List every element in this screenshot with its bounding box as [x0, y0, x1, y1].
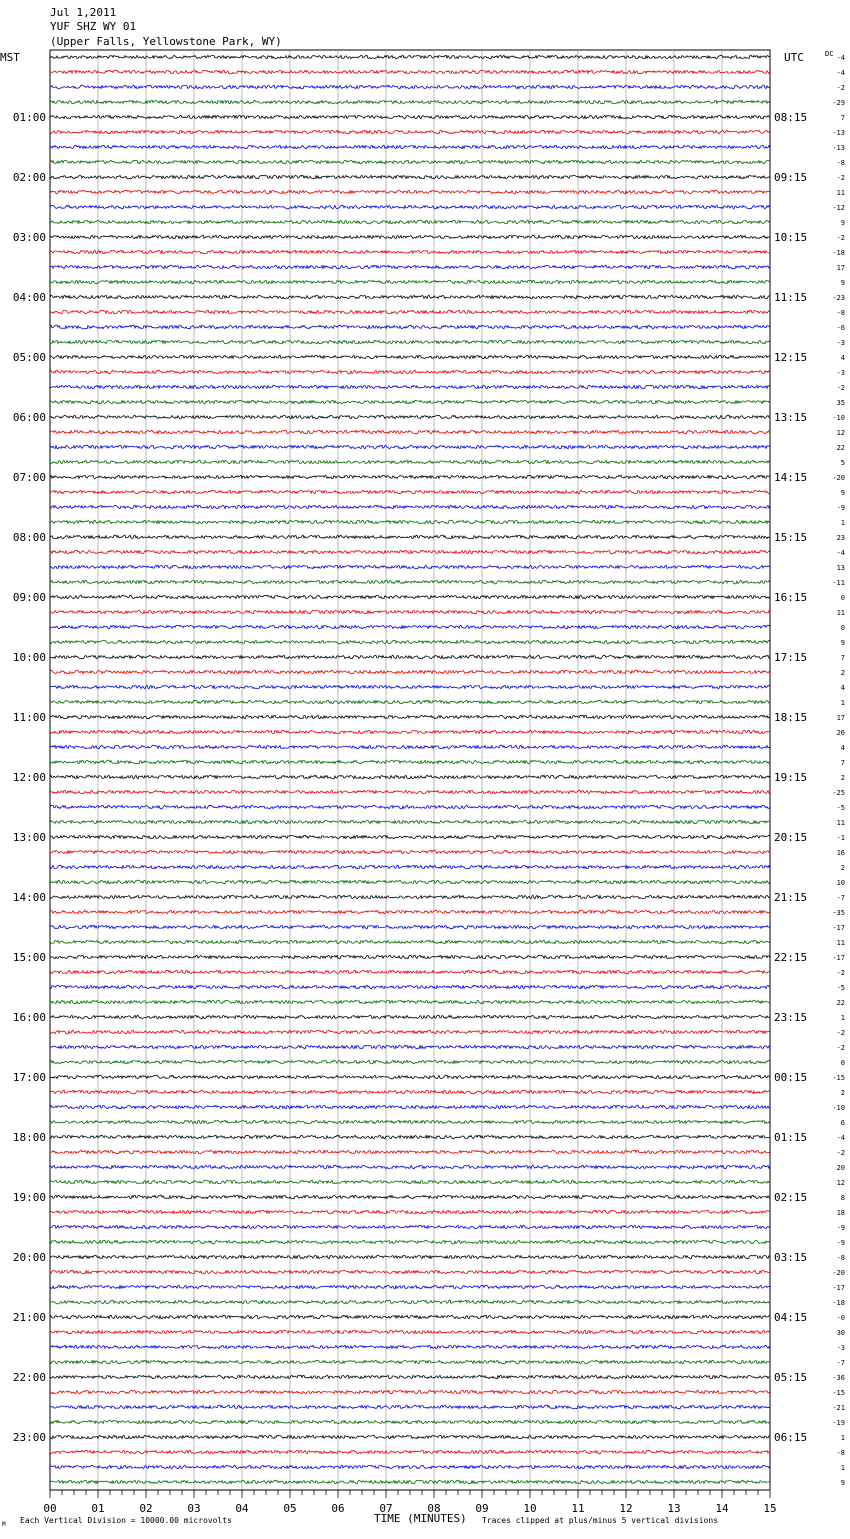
trace-line [50, 325, 770, 329]
trace-line [50, 1330, 770, 1334]
trace-line [50, 1375, 770, 1379]
dc-offset-label: -20 [832, 1269, 845, 1277]
dc-offset-label: -2 [836, 1029, 845, 1037]
left-hour-label: 18:00 [12, 1131, 46, 1144]
left-hour-label: 11:00 [12, 711, 46, 724]
left-hour-label: 17:00 [12, 1071, 46, 1084]
left-hour-label: 15:00 [12, 951, 46, 964]
right-hour-label: 06:15 [774, 1431, 808, 1444]
dc-offset-label: 6 [840, 1119, 845, 1127]
dc-offset-label: 35 [836, 399, 845, 407]
dc-offset-label: 16 [836, 849, 845, 857]
dc-offset-label: -15 [832, 1074, 845, 1082]
trace-line [50, 895, 770, 899]
right-hour-label: 12:15 [774, 351, 808, 364]
dc-offset-label: 11 [836, 939, 845, 947]
dc-offset-label: -2 [836, 174, 845, 182]
corner-mark: M [2, 1521, 6, 1528]
left-hour-label: 13:00 [12, 831, 46, 844]
trace-line [50, 280, 770, 284]
left-hour-label: 01:00 [12, 111, 46, 124]
trace-line [50, 250, 770, 254]
dc-offset-label: 2 [840, 669, 845, 677]
dc-offset-label: -3 [836, 339, 845, 347]
left-hour-label: 20:00 [12, 1251, 46, 1264]
dc-offset-label: -8 [836, 309, 845, 317]
x-tick-label: 07 [379, 1502, 393, 1515]
dc-offset-label: 13 [836, 564, 845, 572]
trace-line [50, 130, 770, 134]
dc-offset-label: 0 [840, 624, 845, 632]
dc-offset-label: 0 [840, 594, 845, 602]
dc-offset-label: 9 [840, 639, 845, 647]
x-tick-label: 08 [427, 1502, 441, 1515]
dc-offset-label: -17 [832, 924, 845, 932]
dc-offset-label: -20 [832, 474, 845, 482]
x-tick-label: 13 [667, 1502, 681, 1515]
dc-offset-label: -4 [836, 54, 845, 62]
right-hour-label: 14:15 [774, 471, 808, 484]
trace-line [50, 1225, 770, 1229]
trace-line [50, 370, 770, 374]
dc-offset-label: -19 [832, 1419, 845, 1427]
dc-offset-label: -0 [836, 1314, 845, 1322]
trace-line [50, 850, 770, 854]
x-tick-label: 12 [619, 1502, 633, 1515]
trace-line [50, 1360, 770, 1364]
right-hour-label: 13:15 [774, 411, 808, 424]
trace-line [50, 685, 770, 689]
trace-line [50, 1090, 770, 1094]
dc-offset-label: 7 [840, 654, 845, 662]
dc-offset-label: -8 [836, 1449, 845, 1457]
trace-line [50, 1255, 770, 1259]
trace-line [50, 1450, 770, 1454]
dc-offset-label: -2 [836, 1149, 845, 1157]
dc-offset-label: -13 [832, 129, 845, 137]
dc-offset-label: 0 [840, 1059, 845, 1067]
trace-line [50, 535, 770, 539]
dc-offset-label: 1 [840, 519, 845, 527]
dc-offset-label: 11 [836, 609, 845, 617]
trace-line [50, 730, 770, 734]
trace-line [50, 1420, 770, 1424]
trace-line [50, 1135, 770, 1139]
scale-note: Each Vertical Division = 10000.00 microvolts [20, 1516, 232, 1525]
dc-offset-label: 30 [836, 1329, 845, 1337]
trace-line [50, 295, 770, 299]
trace-line [50, 910, 770, 914]
left-hour-label: 04:00 [12, 291, 46, 304]
dc-offset-label: -5 [836, 984, 845, 992]
trace-line [50, 460, 770, 464]
trace-line [50, 85, 770, 89]
right-hour-label: 22:15 [774, 951, 808, 964]
trace-line [50, 1285, 770, 1289]
trace-line [50, 1480, 770, 1484]
x-tick-label: 03 [187, 1502, 201, 1515]
dc-offset-label: 11 [836, 819, 845, 827]
dc-offset-label: 20 [836, 1164, 845, 1172]
x-tick-label: 01 [91, 1502, 105, 1515]
trace-line [50, 115, 770, 119]
dc-offset-label: -36 [832, 1374, 845, 1382]
dc-offset-label: -17 [832, 954, 845, 962]
left-hour-label: 14:00 [12, 891, 46, 904]
dc-offset-label: -23 [832, 294, 845, 302]
trace-line [50, 610, 770, 614]
x-tick-label: 09 [475, 1502, 489, 1515]
trace-line [50, 805, 770, 809]
trace-line [50, 100, 770, 104]
right-hour-label: 20:15 [774, 831, 808, 844]
trace-line [50, 790, 770, 794]
trace-line [50, 220, 770, 224]
left-hour-label: 22:00 [12, 1371, 46, 1384]
x-tick-label: 05 [283, 1502, 297, 1515]
dc-offset-label: -4 [836, 1134, 845, 1142]
dc-offset-label: 23 [836, 534, 845, 542]
trace-line [50, 925, 770, 929]
trace-line [50, 430, 770, 434]
x-tick-label: 10 [523, 1502, 537, 1515]
trace-line [50, 820, 770, 824]
right-hour-label: 16:15 [774, 591, 808, 604]
trace-line [50, 160, 770, 164]
right-hour-label: 19:15 [774, 771, 808, 784]
trace-line [50, 505, 770, 509]
left-hour-label: 12:00 [12, 771, 46, 784]
trace-line [50, 1315, 770, 1319]
dc-offset-label: 9 [840, 489, 845, 497]
dc-offset-label: 1 [840, 699, 845, 707]
clip-note: Traces clipped at plus/minus 5 vertical divisions [482, 1516, 719, 1525]
dc-offset-label: -21 [832, 1404, 845, 1412]
left-hour-label: 02:00 [12, 171, 46, 184]
trace-line [50, 1150, 770, 1154]
trace-line [50, 1300, 770, 1304]
trace-line [50, 1465, 770, 1469]
x-tick-label: 06 [331, 1502, 345, 1515]
dc-offset-label: 8 [840, 1194, 845, 1202]
trace-line [50, 400, 770, 404]
dc-offset-label: -25 [832, 789, 845, 797]
dc-offset-label: 18 [836, 1209, 845, 1217]
x-tick-label: 15 [763, 1502, 777, 1515]
left-hour-label: 07:00 [12, 471, 46, 484]
trace-line [50, 1165, 770, 1169]
trace-line [50, 145, 770, 149]
trace-line [50, 865, 770, 869]
dc-offset-label: -9 [836, 1239, 845, 1247]
trace-line [50, 1195, 770, 1199]
trace-line [50, 595, 770, 599]
trace-line [50, 1120, 770, 1123]
left-zone-label: MST [0, 51, 20, 64]
dc-offset-label: 1 [840, 1014, 845, 1022]
trace-line [50, 235, 770, 239]
dc-offset-label: 2 [840, 774, 845, 782]
trace-line [50, 1390, 770, 1394]
x-tick-label: 00 [43, 1502, 57, 1515]
date-label: Jul 1,2011 [50, 6, 117, 19]
trace-line [50, 625, 770, 629]
left-hour-label: 03:00 [12, 231, 46, 244]
left-hour-label: 23:00 [12, 1431, 46, 1444]
trace-line [50, 355, 770, 359]
dc-offset-label: 17 [836, 264, 845, 272]
dc-offset-label: -10 [832, 414, 845, 422]
dc-header-label: DC [825, 50, 834, 58]
trace-line [50, 70, 770, 74]
trace-line [50, 490, 770, 494]
dc-offset-label: 1 [840, 1434, 845, 1442]
dc-offset-label: -15 [832, 1389, 845, 1397]
dc-offset-label: 10 [836, 879, 845, 887]
trace-line [50, 580, 770, 584]
trace-line [50, 700, 770, 704]
right-hour-label: 00:15 [774, 1071, 808, 1084]
trace-line [50, 385, 770, 389]
left-hour-label: 06:00 [12, 411, 46, 424]
trace-line [50, 190, 770, 194]
dc-offset-label: 4 [840, 744, 845, 752]
left-hour-label: 10:00 [12, 651, 46, 664]
dc-offset-label: -11 [832, 579, 845, 587]
trace-line [50, 1210, 770, 1214]
dc-offset-label: 26 [836, 729, 845, 737]
trace-line [50, 1105, 770, 1109]
trace-line [50, 670, 770, 674]
dc-offset-label: -18 [832, 1299, 845, 1307]
x-axis-title: TIME (MINUTES) [374, 1512, 467, 1525]
dc-offset-label: -29 [832, 99, 845, 107]
dc-offset-label: -2 [836, 1044, 845, 1052]
dc-offset-label: 9 [840, 1479, 845, 1487]
dc-offset-label: 22 [836, 999, 845, 1007]
trace-line [50, 310, 770, 314]
dc-offset-label: -6 [836, 324, 845, 332]
dc-offset-label: -4 [836, 549, 845, 557]
dc-offset-label: 5 [840, 459, 845, 467]
dc-offset-label: -4 [836, 69, 845, 77]
dc-offset-label: 7 [840, 759, 845, 767]
dc-offset-label: 2 [840, 864, 845, 872]
trace-line [50, 415, 770, 419]
left-hour-label: 09:00 [12, 591, 46, 604]
dc-offset-label: 12 [836, 429, 845, 437]
trace-line [50, 550, 770, 554]
dc-offset-label: 1 [840, 1464, 845, 1472]
dc-offset-label: 4 [840, 354, 845, 362]
dc-offset-label: -8 [836, 1254, 845, 1262]
x-tick-label: 14 [715, 1502, 729, 1515]
dc-offset-label: -5 [836, 804, 845, 812]
right-hour-label: 21:15 [774, 891, 808, 904]
trace-line [50, 880, 770, 884]
trace-line [50, 445, 770, 449]
dc-offset-label: -2 [836, 384, 845, 392]
seismic-traces [50, 55, 770, 1484]
trace-line [50, 265, 770, 269]
trace-line [50, 175, 770, 179]
dc-offset-label: -3 [836, 369, 845, 377]
trace-line [50, 1405, 770, 1409]
trace-line [50, 955, 770, 959]
right-hour-label: 15:15 [774, 531, 808, 544]
left-hour-label: 19:00 [12, 1191, 46, 1204]
left-hour-label: 08:00 [12, 531, 46, 544]
trace-line [50, 340, 770, 344]
dc-offset-label: -12 [832, 204, 845, 212]
right-hour-label: 10:15 [774, 231, 808, 244]
trace-line [50, 475, 770, 479]
trace-line [50, 655, 770, 659]
trace-line [50, 1180, 770, 1184]
left-hour-label: 05:00 [12, 351, 46, 364]
trace-line [50, 775, 770, 779]
trace-line [50, 205, 770, 209]
trace-line [50, 520, 770, 524]
trace-line [50, 1045, 770, 1049]
dc-offset-label: -9 [836, 504, 845, 512]
dc-offset-label: -8 [836, 159, 845, 167]
dc-offset-label: -10 [832, 1104, 845, 1112]
right-hour-label: 18:15 [774, 711, 808, 724]
trace-line [50, 1060, 770, 1064]
right-hour-label: 02:15 [774, 1191, 808, 1204]
trace-line [50, 1270, 770, 1274]
vertical-gridlines [98, 50, 722, 1490]
dc-offset-label: 9 [840, 279, 845, 287]
trace-line [50, 970, 770, 974]
dc-offset-label: -7 [836, 1359, 845, 1367]
trace-line [50, 1015, 770, 1019]
dc-offset-label: 4 [840, 684, 845, 692]
left-hour-label: 21:00 [12, 1311, 46, 1324]
right-hour-label: 05:15 [774, 1371, 808, 1384]
trace-line [50, 1345, 770, 1349]
left-hour-label: 16:00 [12, 1011, 46, 1024]
dc-offset-label: -18 [832, 249, 845, 257]
right-hour-label: 01:15 [774, 1131, 808, 1144]
trace-line [50, 1240, 770, 1244]
trace-line [50, 760, 770, 764]
dc-offset-label: -7 [836, 894, 845, 902]
dc-offset-label: 7 [840, 114, 845, 122]
trace-line [50, 1000, 770, 1004]
trace-line [50, 835, 770, 839]
location-label: (Upper Falls, Yellowstone Park, WY) [50, 35, 282, 48]
dc-offset-label: -9 [836, 1224, 845, 1232]
dc-offset-label: 9 [840, 219, 845, 227]
right-hour-label: 03:15 [774, 1251, 808, 1264]
right-zone-label: UTC [784, 51, 804, 64]
trace-line [50, 745, 770, 749]
dc-offset-labels [832, 54, 845, 1487]
dc-offset-label: -2 [836, 969, 845, 977]
right-hour-label: 23:15 [774, 1011, 808, 1024]
trace-line [50, 1030, 770, 1034]
dc-offset-label: 11 [836, 189, 845, 197]
right-hour-label: 04:15 [774, 1311, 808, 1324]
right-hour-label: 17:15 [774, 651, 808, 664]
plot-frame [50, 50, 770, 1490]
dc-offset-label: -35 [832, 909, 845, 917]
dc-offset-label: -17 [832, 1284, 845, 1292]
dc-offset-label: 17 [836, 714, 845, 722]
trace-line [50, 565, 770, 569]
right-hour-label: 08:15 [774, 111, 808, 124]
dc-offset-label: 12 [836, 1179, 845, 1187]
dc-offset-label: -3 [836, 1344, 845, 1352]
trace-line [50, 715, 770, 719]
x-tick-label: 04 [235, 1502, 249, 1515]
trace-line [50, 1075, 770, 1079]
dc-offset-label: -13 [832, 144, 845, 152]
dc-offset-label: -1 [836, 834, 845, 842]
station-label: YUF SHZ WY 01 [50, 20, 137, 33]
dc-offset-label: -2 [836, 234, 845, 242]
dc-offset-label: -2 [836, 84, 845, 92]
right-hour-label: 09:15 [774, 171, 808, 184]
x-tick-label: 11 [571, 1502, 585, 1515]
trace-line [50, 940, 770, 944]
x-tick-label: 02 [139, 1502, 153, 1515]
dc-offset-label: 22 [836, 444, 845, 452]
trace-line [50, 640, 770, 644]
right-hour-label: 11:15 [774, 291, 808, 304]
trace-line [50, 55, 770, 59]
dc-offset-label: 2 [840, 1089, 845, 1097]
trace-line [50, 1435, 770, 1439]
trace-line [50, 985, 770, 989]
